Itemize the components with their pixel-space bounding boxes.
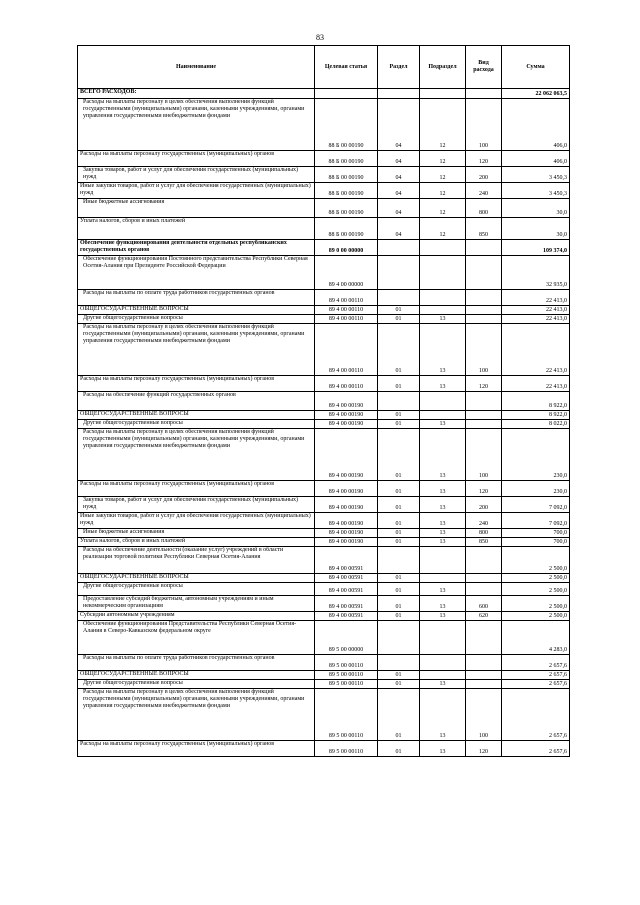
row-section: 01 <box>378 612 420 621</box>
row-expense-type: 240 <box>466 183 502 199</box>
row-target-article: 88 Б 00 00190 <box>315 183 378 199</box>
row-section: 01 <box>378 689 420 741</box>
row-target-article: 89 4 00 00110 <box>315 376 378 392</box>
row-target-article: 89 5 00 00000 <box>315 621 378 655</box>
row-subsection: 13 <box>420 376 466 392</box>
row-subsection: 13 <box>420 612 466 621</box>
table-row <box>78 513 570 529</box>
row-section: 01 <box>378 680 420 689</box>
row-name: Обеспечение функционирования Постоянного представительства Республики Северная Осетия-Алания при Президенте Российской Федерации <box>78 256 315 290</box>
row-sum: 22 413,0 <box>502 324 570 376</box>
row-section: 01 <box>378 529 420 538</box>
row-name: Расходы на выплаты персоналу государственных (муниципальных) органов <box>78 151 315 167</box>
row-name: Иные закупки товаров, работ и услуг для обеспечения государственных (муниципальных) нужд <box>78 513 315 529</box>
row-sum: 4 283,0 <box>502 621 570 655</box>
row-name: Расходы на обеспечение функций государственных органов <box>78 392 315 411</box>
table-row <box>78 392 570 411</box>
row-section: 01 <box>378 324 420 376</box>
row-sum: 2 657,6 <box>502 741 570 757</box>
row-expense-type <box>466 89 502 99</box>
row-sum: 22 413,0 <box>502 376 570 392</box>
row-name: Расходы на выплаты персоналу в целях обеспечения выполнения функций государственными (муниципальными) органами, казенными учреждениями, органами управления государственными внебюджетными фондами <box>78 689 315 741</box>
row-subsection: 13 <box>420 529 466 538</box>
row-subsection: 13 <box>420 315 466 324</box>
row-target-article: 89 4 00 00591 <box>315 612 378 621</box>
row-sum: 22 062 063,5 <box>502 89 570 99</box>
row-target-article: 89 5 00 00110 <box>315 689 378 741</box>
row-name: Закупка товаров, работ и услуг для обеспечения государственных (муниципальных) нужд <box>78 167 315 183</box>
row-target-article: 89 4 00 00190 <box>315 481 378 497</box>
row-name: Расходы на выплаты персоналу в целях обеспечения выполнения функций государственными (муниципальными) органами, казенными учреждениями, органами управления государственными внебюджетными фондами <box>78 324 315 376</box>
row-expense-type: 120 <box>466 151 502 167</box>
row-sum: 2 500,0 <box>502 596 570 612</box>
row-section: 01 <box>378 315 420 324</box>
row-section: 04 <box>378 99 420 151</box>
row-section <box>378 621 420 655</box>
row-expense-type: 100 <box>466 429 502 481</box>
row-sum: 22 413,0 <box>502 306 570 315</box>
table-row <box>78 411 570 420</box>
header-expense-type: Вид расхода <box>466 46 502 89</box>
row-sum: 3 450,3 <box>502 183 570 199</box>
row-target-article: 88 Б 00 00190 <box>315 167 378 183</box>
row-sum: 8 922,0 <box>502 411 570 420</box>
row-expense-type: 850 <box>466 538 502 547</box>
row-subsection: 13 <box>420 420 466 429</box>
row-expense-type: 200 <box>466 167 502 183</box>
row-target-article: 89 4 00 00190 <box>315 513 378 529</box>
row-subsection: 12 <box>420 99 466 151</box>
row-expense-type <box>466 680 502 689</box>
row-sum: 2 500,0 <box>502 612 570 621</box>
header-name: Наименование <box>78 46 315 89</box>
row-expense-type <box>466 671 502 680</box>
row-subsection <box>420 574 466 583</box>
row-name: Расходы на выплаты персоналу в целях обеспечения выполнения функций государственными (муниципальными) органами, казенными учреждениями, органами управления государственными внебюджетными фондами <box>78 429 315 481</box>
row-target-article: 89 4 00 00591 <box>315 574 378 583</box>
row-subsection <box>420 290 466 306</box>
header-target-article: Целевая статья <box>315 46 378 89</box>
row-sum: 7 092,0 <box>502 497 570 513</box>
row-target-article: 89 4 00 00000 <box>315 256 378 290</box>
row-sum: 2 500,0 <box>502 547 570 574</box>
row-expense-type <box>466 583 502 596</box>
row-sum: 109 374,0 <box>502 240 570 256</box>
table-row <box>78 89 570 99</box>
table-row <box>78 574 570 583</box>
row-target-article: 89 4 00 00190 <box>315 529 378 538</box>
row-subsection <box>420 240 466 256</box>
header-subsection: Подраздел <box>420 46 466 89</box>
row-section: 01 <box>378 420 420 429</box>
row-expense-type <box>466 420 502 429</box>
row-name: ОБЩЕГОСУДАРСТВЕННЫЕ ВОПРОСЫ <box>78 574 315 583</box>
row-target-article: 89 4 00 00110 <box>315 306 378 315</box>
row-subsection <box>420 256 466 290</box>
row-expense-type: 100 <box>466 689 502 741</box>
table-row <box>78 741 570 757</box>
row-subsection: 13 <box>420 513 466 529</box>
row-subsection <box>420 655 466 671</box>
row-expense-type: 120 <box>466 741 502 757</box>
row-name: ОБЩЕГОСУДАРСТВЕННЫЕ ВОПРОСЫ <box>78 411 315 420</box>
row-target-article: 89 4 00 00190 <box>315 538 378 547</box>
row-name: Обеспечение функционирования Представительства Республики Северная Осетия-Алания в Северо-Кавказском федеральном округе <box>78 621 315 655</box>
row-section: 01 <box>378 596 420 612</box>
row-subsection: 13 <box>420 481 466 497</box>
table-row <box>78 481 570 497</box>
row-name: Другие общегосударственные вопросы <box>78 680 315 689</box>
row-name: Другие общегосударственные вопросы <box>78 583 315 596</box>
row-name: ВСЕГО РАСХОДОВ: <box>78 89 315 99</box>
row-subsection: 13 <box>420 324 466 376</box>
row-section <box>378 655 420 671</box>
row-sum: 8 022,0 <box>502 420 570 429</box>
table-row <box>78 218 570 240</box>
table-header-row <box>78 46 570 89</box>
row-section <box>378 392 420 411</box>
row-subsection: 12 <box>420 151 466 167</box>
row-section <box>378 256 420 290</box>
row-name: Обеспечение функционирования деятельности отдельных республиканских государственных органов <box>78 240 315 256</box>
row-target-article: 89 4 00 00110 <box>315 290 378 306</box>
row-subsection: 13 <box>420 741 466 757</box>
row-section: 04 <box>378 167 420 183</box>
row-target-article: 89 5 00 00110 <box>315 671 378 680</box>
row-expense-type <box>466 240 502 256</box>
table-row <box>78 497 570 513</box>
row-target-article: 89 5 00 00110 <box>315 741 378 757</box>
row-subsection <box>420 392 466 411</box>
row-sum: 8 922,0 <box>502 392 570 411</box>
row-section: 01 <box>378 574 420 583</box>
row-target-article: 89 4 00 00110 <box>315 324 378 376</box>
row-subsection: 13 <box>420 583 466 596</box>
row-subsection: 13 <box>420 689 466 741</box>
row-sum: 230,0 <box>502 481 570 497</box>
row-subsection: 13 <box>420 429 466 481</box>
row-section: 01 <box>378 376 420 392</box>
table-row <box>78 529 570 538</box>
row-name: Расходы на выплаты персоналу государственных (муниципальных) органов <box>78 376 315 392</box>
row-subsection: 13 <box>420 680 466 689</box>
table-row <box>78 612 570 621</box>
row-target-article: 89 4 00 00190 <box>315 420 378 429</box>
row-name: Предоставление субсидий бюджетным, автономным учреждениям и иным некоммерческим организациям <box>78 596 315 612</box>
row-expense-type: 800 <box>466 529 502 538</box>
row-expense-type: 620 <box>466 612 502 621</box>
row-expense-type: 240 <box>466 513 502 529</box>
row-subsection: 12 <box>420 183 466 199</box>
row-expense-type <box>466 306 502 315</box>
row-target-article: 89 4 00 00591 <box>315 547 378 574</box>
row-section: 04 <box>378 183 420 199</box>
header-section: Раздел <box>378 46 420 89</box>
row-expense-type <box>466 574 502 583</box>
row-expense-type <box>466 256 502 290</box>
row-name: ОБЩЕГОСУДАРСТВЕННЫЕ ВОПРОСЫ <box>78 306 315 315</box>
row-target-article: 88 Б 00 00190 <box>315 151 378 167</box>
row-sum: 230,0 <box>502 429 570 481</box>
row-name: Расходы на выплаты персоналу в целях обеспечения выполнения функций государственными (муниципальными) органами, казенными учреждениями, органами управления государственными внебюджетными фондами <box>78 99 315 151</box>
row-name: Иные закупки товаров, работ и услуг для обеспечения государственных (муниципальных) нужд <box>78 183 315 199</box>
row-name: Уплата налогов, сборов и иных платежей <box>78 218 315 240</box>
row-target-article: 89 4 00 00591 <box>315 583 378 596</box>
row-target-article: 88 Б 00 00190 <box>315 199 378 218</box>
row-target-article: 89 5 00 00110 <box>315 680 378 689</box>
row-sum: 2 657,6 <box>502 671 570 680</box>
row-target-article: 88 Б 00 00190 <box>315 99 378 151</box>
row-target-article: 89 4 00 00591 <box>315 596 378 612</box>
row-target-article: 89 4 00 00110 <box>315 315 378 324</box>
row-subsection: 12 <box>420 167 466 183</box>
row-sum: 2 657,6 <box>502 689 570 741</box>
row-sum: 22 413,0 <box>502 315 570 324</box>
row-subsection <box>420 411 466 420</box>
row-section <box>378 290 420 306</box>
row-expense-type: 100 <box>466 99 502 151</box>
row-subsection <box>420 547 466 574</box>
row-target-article: 89 4 00 00190 <box>315 497 378 513</box>
table-row <box>78 324 570 376</box>
row-section: 04 <box>378 218 420 240</box>
row-sum: 406,0 <box>502 151 570 167</box>
row-section: 01 <box>378 741 420 757</box>
row-section: 01 <box>378 306 420 315</box>
row-section: 01 <box>378 411 420 420</box>
row-target-article <box>315 89 378 99</box>
table-row <box>78 199 570 218</box>
row-target-article: 89 4 00 00190 <box>315 392 378 411</box>
row-target-article: 89 0 00 00000 <box>315 240 378 256</box>
row-subsection: 12 <box>420 218 466 240</box>
row-target-article: 89 4 00 00190 <box>315 411 378 420</box>
row-sum: 30,0 <box>502 199 570 218</box>
table-row <box>78 183 570 199</box>
row-subsection <box>420 671 466 680</box>
row-expense-type <box>466 290 502 306</box>
row-sum: 2 657,6 <box>502 680 570 689</box>
row-subsection: 12 <box>420 199 466 218</box>
row-expense-type <box>466 411 502 420</box>
row-name: Уплата налогов, сборов и иных платежей <box>78 538 315 547</box>
table-row <box>78 547 570 574</box>
row-section: 01 <box>378 497 420 513</box>
row-section <box>378 89 420 99</box>
row-expense-type: 120 <box>466 376 502 392</box>
table-row <box>78 583 570 596</box>
row-sum: 22 413,0 <box>502 290 570 306</box>
table-row <box>78 167 570 183</box>
row-expense-type <box>466 547 502 574</box>
row-name: Иные бюджетные ассигнования <box>78 199 315 218</box>
row-section: 01 <box>378 671 420 680</box>
row-name: Другие общегосударственные вопросы <box>78 315 315 324</box>
row-section <box>378 547 420 574</box>
row-name: Закупка товаров, работ и услуг для обеспечения государственных (муниципальных) нужд <box>78 497 315 513</box>
row-subsection <box>420 306 466 315</box>
row-sum: 32 935,0 <box>502 256 570 290</box>
page-number: 83 <box>316 33 324 42</box>
row-subsection: 13 <box>420 538 466 547</box>
table-row <box>78 306 570 315</box>
table-row <box>78 429 570 481</box>
row-name: Иные бюджетные ассигнования <box>78 529 315 538</box>
row-sum: 30,0 <box>502 218 570 240</box>
header-sum: Сумма <box>502 46 570 89</box>
row-expense-type <box>466 315 502 324</box>
row-sum: 700,0 <box>502 529 570 538</box>
row-subsection: 13 <box>420 596 466 612</box>
row-section: 04 <box>378 151 420 167</box>
row-name: Расходы на выплаты персоналу государственных (муниципальных) органов <box>78 481 315 497</box>
row-target-article: 88 Б 00 00190 <box>315 218 378 240</box>
row-sum: 2 500,0 <box>502 583 570 596</box>
row-name: Расходы на выплаты по оплате труда работников государственных органов <box>78 290 315 306</box>
row-section: 01 <box>378 429 420 481</box>
row-sum: 2 500,0 <box>502 574 570 583</box>
table-row <box>78 151 570 167</box>
table-row <box>78 315 570 324</box>
row-section: 01 <box>378 538 420 547</box>
row-expense-type: 120 <box>466 481 502 497</box>
row-expense-type <box>466 655 502 671</box>
row-target-article: 89 4 00 00190 <box>315 429 378 481</box>
table-row <box>78 240 570 256</box>
budget-table <box>77 45 570 757</box>
row-name: Субсидии автономным учреждениям <box>78 612 315 621</box>
table-row <box>78 680 570 689</box>
table-row <box>78 376 570 392</box>
row-sum: 7 092,0 <box>502 513 570 529</box>
row-target-article: 89 5 00 00110 <box>315 655 378 671</box>
row-sum: 700,0 <box>502 538 570 547</box>
row-name: Расходы на обеспечение деятельности (оказание услуг) учреждений в области реализации торговой политики Республики Северная Осетия-Алания <box>78 547 315 574</box>
row-section: 01 <box>378 513 420 529</box>
row-expense-type: 800 <box>466 199 502 218</box>
row-name: Расходы на выплаты персоналу государственных (муниципальных) органов <box>78 741 315 757</box>
row-sum: 3 450,3 <box>502 167 570 183</box>
row-subsection <box>420 89 466 99</box>
table-row <box>78 256 570 290</box>
table-row <box>78 99 570 151</box>
table-row <box>78 671 570 680</box>
row-expense-type: 600 <box>466 596 502 612</box>
row-name: Другие общегосударственные вопросы <box>78 420 315 429</box>
row-name: ОБЩЕГОСУДАРСТВЕННЫЕ ВОПРОСЫ <box>78 671 315 680</box>
row-subsection: 13 <box>420 497 466 513</box>
row-expense-type <box>466 392 502 411</box>
row-expense-type: 100 <box>466 324 502 376</box>
row-section <box>378 240 420 256</box>
table-row <box>78 538 570 547</box>
table-row <box>78 420 570 429</box>
row-sum: 406,0 <box>502 99 570 151</box>
row-name: Расходы на выплаты по оплате труда работников государственных органов <box>78 655 315 671</box>
row-expense-type: 850 <box>466 218 502 240</box>
table-row <box>78 621 570 655</box>
row-section: 01 <box>378 583 420 596</box>
row-expense-type <box>466 621 502 655</box>
row-section: 01 <box>378 481 420 497</box>
table-row <box>78 596 570 612</box>
table-row <box>78 689 570 741</box>
row-section: 04 <box>378 199 420 218</box>
table-row <box>78 655 570 671</box>
row-subsection <box>420 621 466 655</box>
table-row <box>78 290 570 306</box>
row-sum: 2 657,6 <box>502 655 570 671</box>
row-expense-type: 200 <box>466 497 502 513</box>
